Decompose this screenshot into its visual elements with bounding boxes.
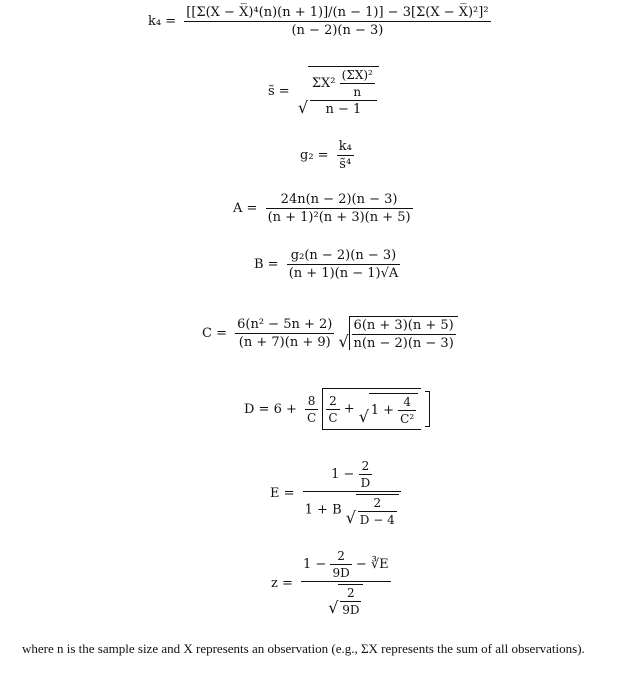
b-fraction <box>287 249 401 280</box>
equation-a <box>233 193 413 224</box>
equation-z <box>271 550 391 616</box>
equation-s <box>268 66 379 116</box>
a-numerator: 24n(n − 2)(n − 3) <box>280 192 398 207</box>
s-numerator <box>310 69 377 100</box>
e-fraction <box>303 460 401 526</box>
z-num-f-num: 2 <box>337 549 345 563</box>
b-denominator: (n + 1)(n − 1)√A <box>288 266 399 281</box>
c-root-numerator: 6(n + 3)(n + 5) <box>353 318 454 333</box>
equation-b <box>254 249 400 280</box>
g2-denominator: s̃⁴ <box>337 155 354 171</box>
b-lhs: B = <box>254 257 279 272</box>
e-num-frac <box>359 460 373 489</box>
e-denominator <box>303 491 401 526</box>
radical-icon: √ <box>297 98 309 117</box>
d-f1-den: C <box>307 410 317 425</box>
s-lhs: s̃ = <box>268 83 290 99</box>
e-sqrt <box>346 494 399 526</box>
e-num-pre: 1 − <box>331 467 355 482</box>
z-num-pre: 1 − <box>303 557 327 572</box>
d-f1-num: 8 <box>307 393 316 408</box>
e-root-frac <box>358 497 397 526</box>
s-sum-x2: ΣX² <box>311 76 336 91</box>
z-num-post: − ∛E <box>355 557 389 572</box>
s-sqrt <box>298 66 379 116</box>
c-root-fraction <box>352 319 456 350</box>
z-num-frac <box>330 550 351 579</box>
d-f2-den: C <box>328 410 338 425</box>
radical-icon: √ <box>345 508 356 527</box>
d-bracket-right <box>425 391 430 427</box>
z-root-num: 2 <box>347 586 355 600</box>
z-num-f-den: 9D <box>332 566 350 580</box>
c-lhs: C = <box>202 325 227 341</box>
s-inner-den: n <box>340 83 375 98</box>
s-denominator: n − 1 <box>310 100 377 116</box>
e-root-den: D − 4 <box>359 513 395 527</box>
g2-numerator: k₄ <box>338 139 352 154</box>
radical-icon: √ <box>328 598 339 617</box>
s-inner-num: (ΣX)² <box>341 68 373 82</box>
equation-c <box>202 316 458 350</box>
c-sqrt <box>339 316 458 350</box>
k4-denominator: (n − 2)(n − 3) <box>184 21 490 37</box>
z-sqrt <box>328 584 363 616</box>
e-num-f-den: D <box>360 476 371 490</box>
e-numerator <box>303 460 401 491</box>
z-lhs: z = <box>271 575 293 591</box>
k4-lhs: k₄ = <box>148 14 177 29</box>
z-root-frac <box>340 587 361 616</box>
d-frac-8c <box>305 395 318 424</box>
d-bracket <box>322 388 421 430</box>
c-denominator: (n + 7)(n + 9) <box>235 333 334 349</box>
d-f2-num: 2 <box>329 393 337 408</box>
footnote-text: where n is the sample size and X represents an observation (e.g., ΣX represents the sum of all observations). <box>22 641 585 656</box>
d-f3-den: C² <box>400 412 415 426</box>
k4-fraction <box>184 6 490 37</box>
equation-k4 <box>148 6 491 37</box>
s-inner-fraction <box>340 69 375 98</box>
a-denominator: (n + 1)²(n + 3)(n + 5) <box>267 210 411 225</box>
d-frac-2c <box>326 395 339 424</box>
d-frac-4c2 <box>398 396 416 425</box>
equation-e <box>270 460 401 526</box>
k4-numerator: [[Σ(X − X̅)⁴(n)(n + 1)]/(n − 1)] − 3[Σ(X − X̅)²]² <box>186 5 489 20</box>
d-lhs: D = 6 + <box>244 401 297 417</box>
d-root-pre: 1 + <box>370 403 395 418</box>
radical-icon: √ <box>338 332 349 351</box>
z-denominator <box>301 581 391 616</box>
e-num-f-num: 2 <box>361 459 370 473</box>
z-numerator <box>301 550 391 581</box>
s-fraction <box>310 69 377 116</box>
b-numerator: g₂(n − 2)(n − 3) <box>290 248 397 263</box>
a-lhs: A = <box>233 201 258 216</box>
c-numerator: 6(n² − 5n + 2) <box>237 316 333 332</box>
radical-icon: √ <box>358 407 369 426</box>
e-lhs: E = <box>270 485 295 501</box>
g2-lhs: g₂ = <box>300 148 329 163</box>
z-root-den: 9D <box>342 603 360 617</box>
d-plus: + <box>343 401 355 417</box>
z-fraction <box>301 550 391 616</box>
equation-d <box>244 388 430 430</box>
e-root-num: 2 <box>373 496 382 510</box>
d-f3-num: 4 <box>403 395 411 409</box>
c-fraction <box>235 318 334 349</box>
a-fraction <box>266 193 413 224</box>
d-sqrt <box>359 393 418 425</box>
e-den-pre: 1 + B <box>304 502 342 518</box>
equation-g2 <box>300 140 354 171</box>
c-root-denominator: n(n − 2)(n − 3) <box>353 336 454 351</box>
g2-fraction <box>337 140 354 171</box>
